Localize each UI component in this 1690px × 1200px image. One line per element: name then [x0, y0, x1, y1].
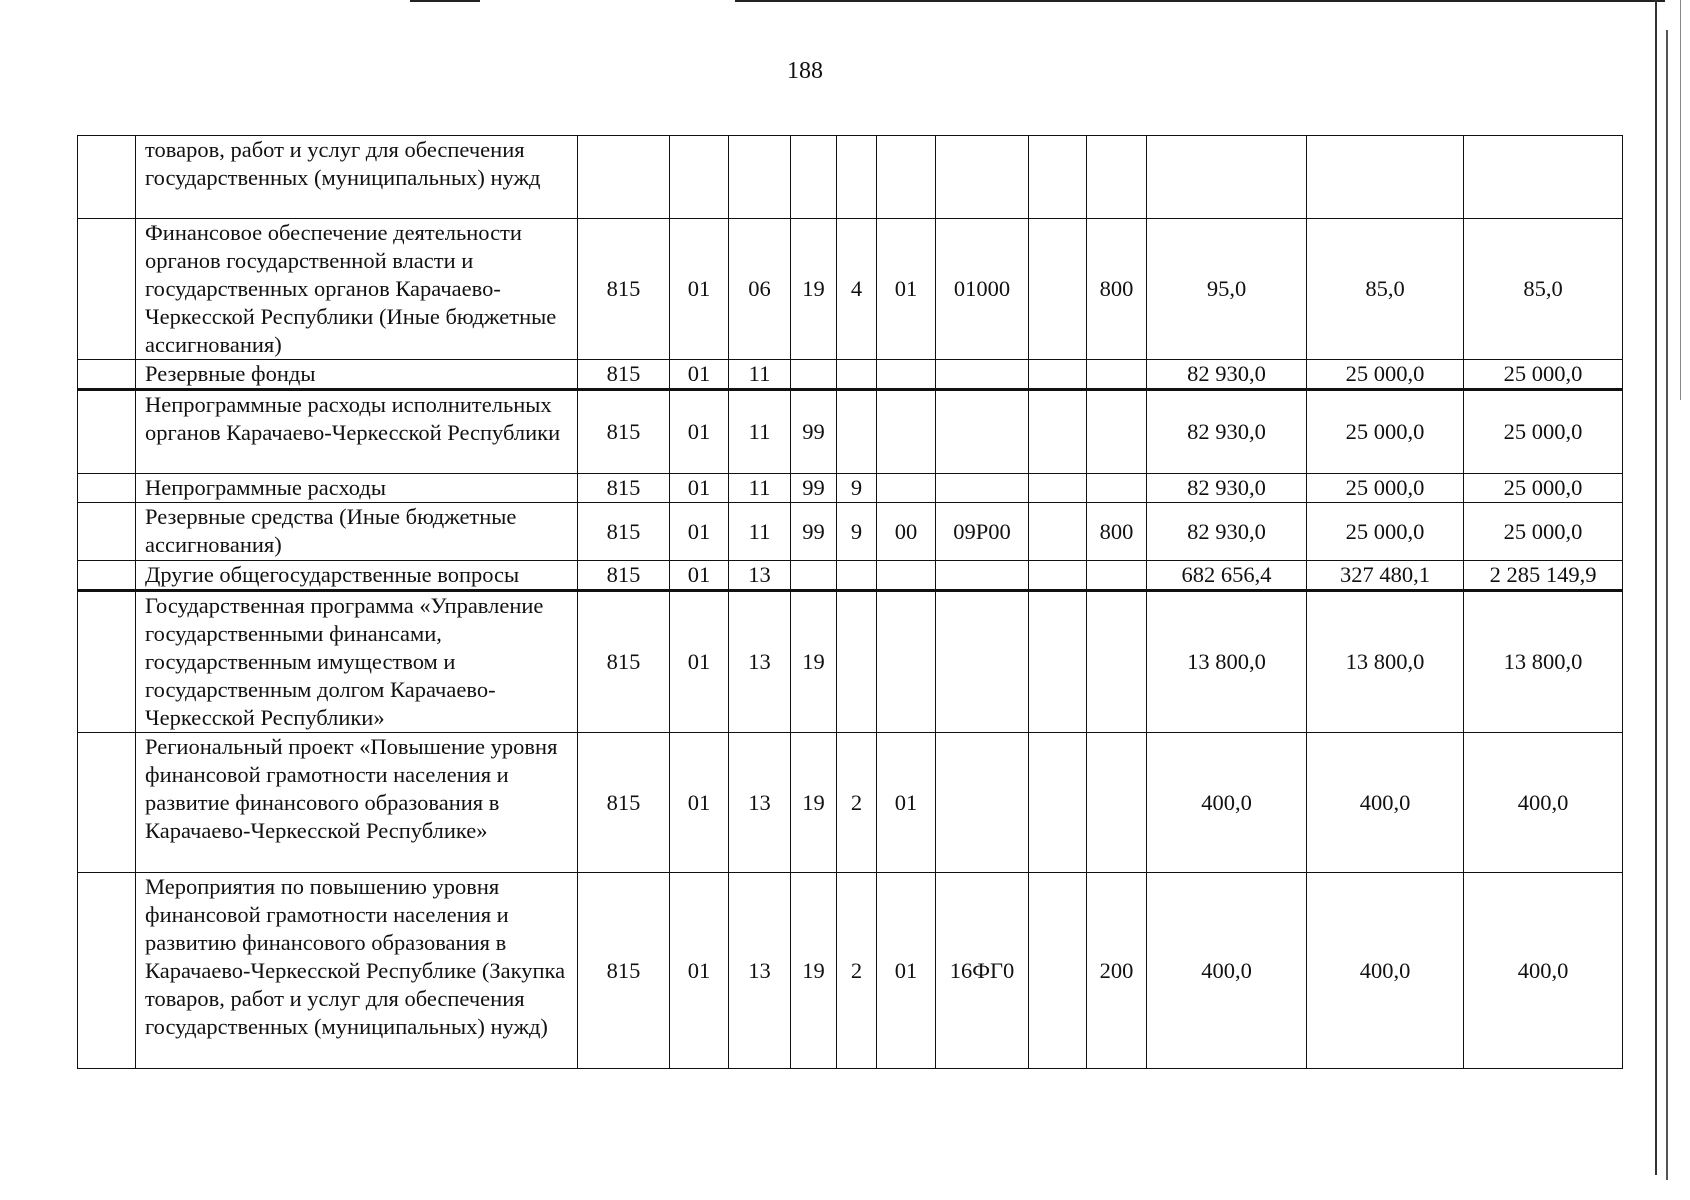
code-direction: [936, 561, 1029, 591]
code-program: 19: [791, 219, 837, 360]
amount-year-2: 25 000,0: [1307, 503, 1464, 561]
row-name: товаров, работ и услуг для обеспечения государственных (муниципальных) нужд: [136, 136, 578, 219]
code-section: 01: [670, 219, 729, 360]
code-main-event: 01: [877, 219, 936, 360]
code-subsection: 13: [729, 873, 791, 1069]
code-program: 19: [791, 733, 837, 873]
amount-year-2: 13 800,0: [1307, 591, 1464, 733]
page-number: 188: [787, 58, 823, 84]
row-name: Мероприятия по повышению уровня финансовой грамотности населения и развитию финансового образования в Карачаево-Черкесской Республике (Закупка товаров, работ и услуг для обеспечения государственных (муниципальных) нужд): [136, 873, 578, 1069]
row-name: Региональный проект «Повышение уровня финансовой грамотности населения и развитие финансового образования в Карачаево-Черкесской Республике»: [136, 733, 578, 873]
amount-year-1: 95,0: [1147, 219, 1307, 360]
row-name: Резервные средства (Иные бюджетные ассигнования): [136, 503, 578, 561]
code-direction: [936, 390, 1029, 474]
code-extra: [1029, 219, 1087, 360]
code-expense-type: [1087, 360, 1147, 390]
code-direction: 09Р00: [936, 503, 1029, 561]
code-main-event: 00: [877, 503, 936, 561]
code-subsection: 11: [729, 390, 791, 474]
row-name: Резервные фонды: [136, 360, 578, 390]
code-direction: 01000: [936, 219, 1029, 360]
table-row: [78, 474, 1623, 503]
table-row: [78, 360, 1623, 390]
code-main-event: [877, 561, 936, 591]
code-admin: 815: [578, 873, 670, 1069]
code-subprogram: 2: [837, 873, 877, 1069]
code-extra: [1029, 390, 1087, 474]
amount-year-1: 682 656,4: [1147, 561, 1307, 591]
blank-cell: [78, 873, 136, 1069]
table-cell: [1464, 136, 1623, 219]
blank-cell: [78, 360, 136, 390]
code-direction: [936, 360, 1029, 390]
table-cell: [1087, 136, 1147, 219]
amount-year-1: 82 930,0: [1147, 390, 1307, 474]
code-expense-type: [1087, 733, 1147, 873]
amount-year-2: 25 000,0: [1307, 360, 1464, 390]
row-name: Другие общегосударственные вопросы: [136, 561, 578, 591]
amount-year-1: 400,0: [1147, 733, 1307, 873]
code-expense-type: 800: [1087, 503, 1147, 561]
code-program: 99: [791, 474, 837, 503]
row-name: Непрограммные расходы: [136, 474, 578, 503]
code-admin: 815: [578, 360, 670, 390]
table-cell: [936, 136, 1029, 219]
amount-year-2: 400,0: [1307, 733, 1464, 873]
table-row: [78, 591, 1623, 733]
code-subprogram: [837, 390, 877, 474]
code-section: 01: [670, 561, 729, 591]
code-section: 01: [670, 873, 729, 1069]
code-admin: 815: [578, 474, 670, 503]
code-subsection: 11: [729, 360, 791, 390]
code-extra: [1029, 474, 1087, 503]
code-expense-type: [1087, 474, 1147, 503]
code-subprogram: 4: [837, 219, 877, 360]
budget-table: [77, 135, 1623, 1069]
code-section: 01: [670, 591, 729, 733]
code-extra: [1029, 733, 1087, 873]
blank-cell: [78, 136, 136, 219]
scan-edge-line: [410, 0, 480, 2]
code-subsection: 13: [729, 591, 791, 733]
code-extra: [1029, 591, 1087, 733]
code-program: [791, 561, 837, 591]
code-expense-type: [1087, 561, 1147, 591]
amount-year-3: 25 000,0: [1464, 503, 1623, 561]
code-expense-type: 200: [1087, 873, 1147, 1069]
amount-year-1: 82 930,0: [1147, 360, 1307, 390]
table-cell: [837, 136, 877, 219]
table-row: [78, 219, 1623, 360]
code-direction: [936, 474, 1029, 503]
amount-year-3: 400,0: [1464, 733, 1623, 873]
code-subprogram: [837, 360, 877, 390]
table-cell: [1029, 136, 1087, 219]
amount-year-3: 25 000,0: [1464, 390, 1623, 474]
code-main-event: 01: [877, 733, 936, 873]
amount-year-3: 25 000,0: [1464, 360, 1623, 390]
code-expense-type: [1087, 390, 1147, 474]
blank-cell: [78, 390, 136, 474]
code-program: 99: [791, 390, 837, 474]
code-subprogram: [837, 591, 877, 733]
amount-year-3: 13 800,0: [1464, 591, 1623, 733]
code-expense-type: [1087, 591, 1147, 733]
code-subsection: 11: [729, 503, 791, 561]
table-row: [78, 561, 1623, 591]
code-direction: [936, 733, 1029, 873]
amount-year-3: 85,0: [1464, 219, 1623, 360]
table-cell: [877, 136, 936, 219]
code-admin: 815: [578, 591, 670, 733]
table-cell: [729, 136, 791, 219]
scan-edge-line: [1680, 0, 1681, 400]
amount-year-1: 82 930,0: [1147, 474, 1307, 503]
code-subprogram: 9: [837, 474, 877, 503]
table-cell: [791, 136, 837, 219]
scan-edge-line: [1666, 30, 1668, 1180]
code-admin: 815: [578, 561, 670, 591]
table-row: [78, 733, 1623, 873]
code-subprogram: 2: [837, 733, 877, 873]
code-subprogram: 9: [837, 503, 877, 561]
amount-year-3: 400,0: [1464, 873, 1623, 1069]
table-row: [78, 390, 1623, 474]
code-subsection: 13: [729, 733, 791, 873]
code-subsection: 13: [729, 561, 791, 591]
code-program: 19: [791, 873, 837, 1069]
amount-year-2: 400,0: [1307, 873, 1464, 1069]
code-main-event: 01: [877, 873, 936, 1069]
amount-year-1: 400,0: [1147, 873, 1307, 1069]
row-name: Непрограммные расходы исполнительных органов Карачаево-Черкесской Республики: [136, 390, 578, 474]
amount-year-1: 13 800,0: [1147, 591, 1307, 733]
code-section: 01: [670, 503, 729, 561]
code-admin: 815: [578, 503, 670, 561]
scan-edge-line: [735, 0, 1665, 2]
scan-edge-line: [1655, 0, 1657, 1175]
code-main-event: [877, 390, 936, 474]
blank-cell: [78, 219, 136, 360]
amount-year-2: 25 000,0: [1307, 390, 1464, 474]
amount-year-2: 85,0: [1307, 219, 1464, 360]
code-main-event: [877, 474, 936, 503]
code-extra: [1029, 561, 1087, 591]
code-program: 19: [791, 591, 837, 733]
amount-year-3: 2 285 149,9: [1464, 561, 1623, 591]
code-subprogram: [837, 561, 877, 591]
blank-cell: [78, 591, 136, 733]
code-subsection: 11: [729, 474, 791, 503]
amount-year-2: 327 480,1: [1307, 561, 1464, 591]
table-cell: [1307, 136, 1464, 219]
code-admin: 815: [578, 390, 670, 474]
row-name: Финансовое обеспечение деятельности органов государственной власти и государственных органов Карачаево-Черкесской Республики (Иные бюджетные ассигнования): [136, 219, 578, 360]
code-admin: 815: [578, 219, 670, 360]
code-section: 01: [670, 733, 729, 873]
table-cell: [1147, 136, 1307, 219]
amount-year-1: 82 930,0: [1147, 503, 1307, 561]
code-main-event: [877, 360, 936, 390]
amount-year-3: 25 000,0: [1464, 474, 1623, 503]
table-cell: [578, 136, 670, 219]
table-row: [78, 503, 1623, 561]
code-section: 01: [670, 360, 729, 390]
code-admin: 815: [578, 733, 670, 873]
blank-cell: [78, 733, 136, 873]
code-main-event: [877, 591, 936, 733]
code-subsection: 06: [729, 219, 791, 360]
code-program: [791, 360, 837, 390]
blank-cell: [78, 561, 136, 591]
code-expense-type: 800: [1087, 219, 1147, 360]
amount-year-2: 25 000,0: [1307, 474, 1464, 503]
code-section: 01: [670, 390, 729, 474]
blank-cell: [78, 474, 136, 503]
code-section: 01: [670, 474, 729, 503]
code-extra: [1029, 503, 1087, 561]
code-direction: [936, 591, 1029, 733]
table-row: [78, 136, 1623, 219]
code-extra: [1029, 873, 1087, 1069]
code-direction: 16ФГ0: [936, 873, 1029, 1069]
table-row: [78, 873, 1623, 1069]
code-extra: [1029, 360, 1087, 390]
row-name: Государственная программа «Управление государственными финансами, государственным имуществом и государственным долгом Карачаево-Черкесской Республики»: [136, 591, 578, 733]
table-cell: [670, 136, 729, 219]
blank-cell: [78, 503, 136, 561]
code-program: 99: [791, 503, 837, 561]
